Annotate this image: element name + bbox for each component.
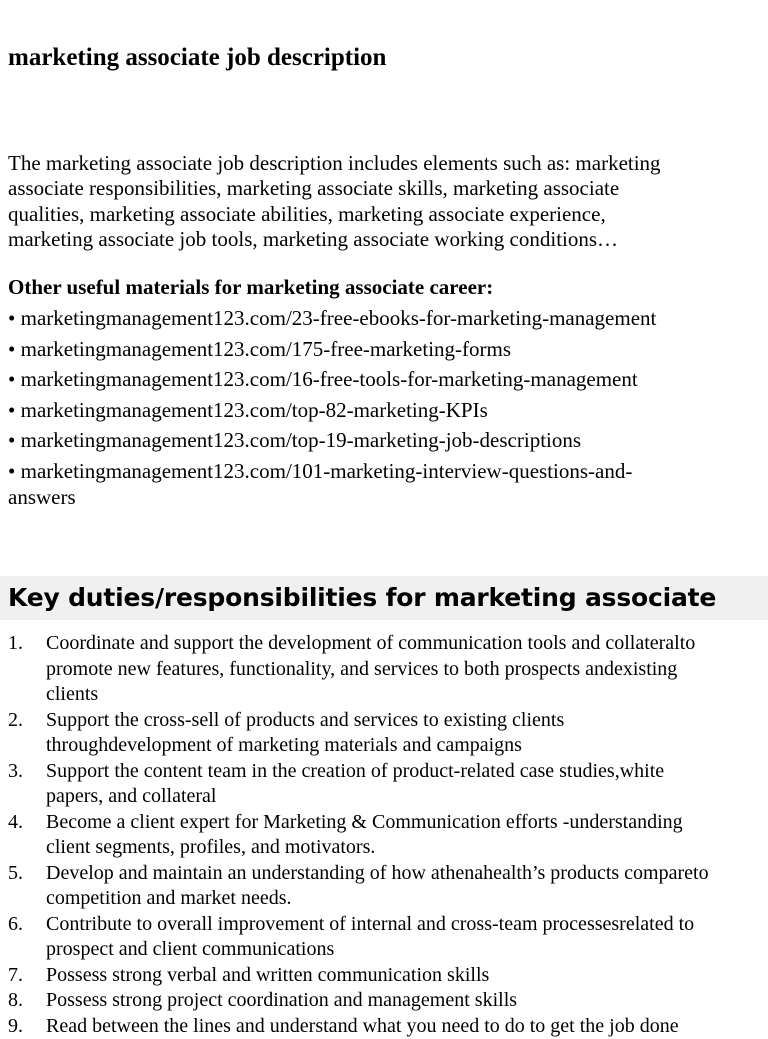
duty-number: 6.	[8, 912, 46, 963]
link-interview-questions[interactable]: marketingmanagement123.com/101-marketing-interview-questions-and-	[21, 459, 633, 483]
duty-line: throughdevelopment of marketing materials and campaigns	[46, 733, 760, 759]
intro-line: qualities, marketing associate abilities, marketing associate experience,	[8, 202, 758, 227]
materials-list-item	[8, 397, 758, 423]
duty-line: Read between the lines and understand what you need to do to get the job done	[46, 1014, 760, 1039]
duty-line: papers, and collateral	[46, 784, 760, 810]
duty-line: Possess strong project coordination and management skills	[46, 988, 760, 1014]
duty-text	[46, 861, 760, 912]
duty-line: prospect and client communications	[46, 937, 760, 963]
link-free-ebooks[interactable]: marketingmanagement123.com/23-free-ebooks-for-marketing-management	[21, 306, 657, 330]
duty-text	[46, 963, 760, 989]
materials-link-list	[8, 305, 758, 514]
duty-text	[46, 708, 760, 759]
intro-paragraph	[8, 151, 758, 252]
duty-line: Contribute to overall improvement of internal and cross-team processesrelated to	[46, 912, 760, 938]
duties-list	[8, 631, 760, 1039]
bullet-icon: •	[8, 428, 15, 452]
duty-item	[8, 759, 760, 810]
link-free-tools[interactable]: marketingmanagement123.com/16-free-tools-for-marketing-management	[21, 367, 638, 391]
bullet-icon: •	[8, 398, 15, 422]
materials-list-item	[8, 427, 758, 453]
duty-line: client segments, profiles, and motivators.	[46, 835, 760, 861]
duty-number: 3.	[8, 759, 46, 810]
section-heading: Key duties/responsibilities for marketing associate	[8, 580, 716, 616]
duty-number: 8.	[8, 988, 46, 1014]
duty-text	[46, 631, 760, 708]
link-marketing-kpis[interactable]: marketingmanagement123.com/top-82-marketing-KPIs	[21, 398, 488, 422]
intro-line: associate responsibilities, marketing associate skills, marketing associate	[8, 176, 758, 201]
duty-line: promote new features, functionality, and services to both prospects andexisting	[46, 657, 760, 683]
duty-item	[8, 988, 760, 1014]
materials-list-item	[8, 336, 758, 362]
link-continuation[interactable]: answers	[8, 484, 758, 510]
duty-item	[8, 912, 760, 963]
duty-text	[46, 988, 760, 1014]
duty-line: competition and market needs.	[46, 886, 760, 912]
link-free-marketing-forms[interactable]: marketingmanagement123.com/175-free-marketing-forms	[21, 337, 511, 361]
duty-text	[46, 1014, 760, 1039]
duty-item	[8, 1014, 760, 1039]
duty-line: Support the content team in the creation of product-related case studies,white	[46, 759, 760, 785]
bullet-icon: •	[8, 367, 15, 391]
duty-text	[46, 912, 760, 963]
bullet-icon: •	[8, 337, 15, 361]
duty-item	[8, 861, 760, 912]
duty-text	[46, 810, 760, 861]
duty-line: Coordinate and support the development of communication tools and collateralto	[46, 631, 760, 657]
duty-number: 9.	[8, 1014, 46, 1039]
materials-list-item	[8, 458, 758, 510]
materials-heading: Other useful materials for marketing associate career:	[8, 273, 493, 301]
materials-list-item	[8, 366, 758, 392]
link-job-descriptions[interactable]: marketingmanagement123.com/top-19-marketing-job-descriptions	[21, 428, 581, 452]
bullet-icon: •	[8, 306, 15, 330]
duty-text	[46, 759, 760, 810]
duty-line: Support the cross-sell of products and services to existing clients	[46, 708, 760, 734]
duty-number: 7.	[8, 963, 46, 989]
duty-item	[8, 631, 760, 708]
duty-number: 5.	[8, 861, 46, 912]
duty-item	[8, 810, 760, 861]
intro-line: marketing associate job tools, marketing associate working conditions…	[8, 227, 758, 252]
duty-line: Develop and maintain an understanding of how athenahealth’s products compareto	[46, 861, 760, 887]
materials-list-item	[8, 305, 758, 331]
intro-line: The marketing associate job description includes elements such as: marketing	[8, 151, 758, 176]
duty-item	[8, 708, 760, 759]
duty-line: clients	[46, 682, 760, 708]
duty-line: Become a client expert for Marketing & Communication efforts -understanding	[46, 810, 760, 836]
duty-number: 2.	[8, 708, 46, 759]
duty-number: 1.	[8, 631, 46, 708]
duty-number: 4.	[8, 810, 46, 861]
duty-line: Possess strong verbal and written communication skills	[46, 963, 760, 989]
duty-item	[8, 963, 760, 989]
bullet-icon: •	[8, 459, 15, 483]
page-title: marketing associate job description	[8, 42, 386, 74]
